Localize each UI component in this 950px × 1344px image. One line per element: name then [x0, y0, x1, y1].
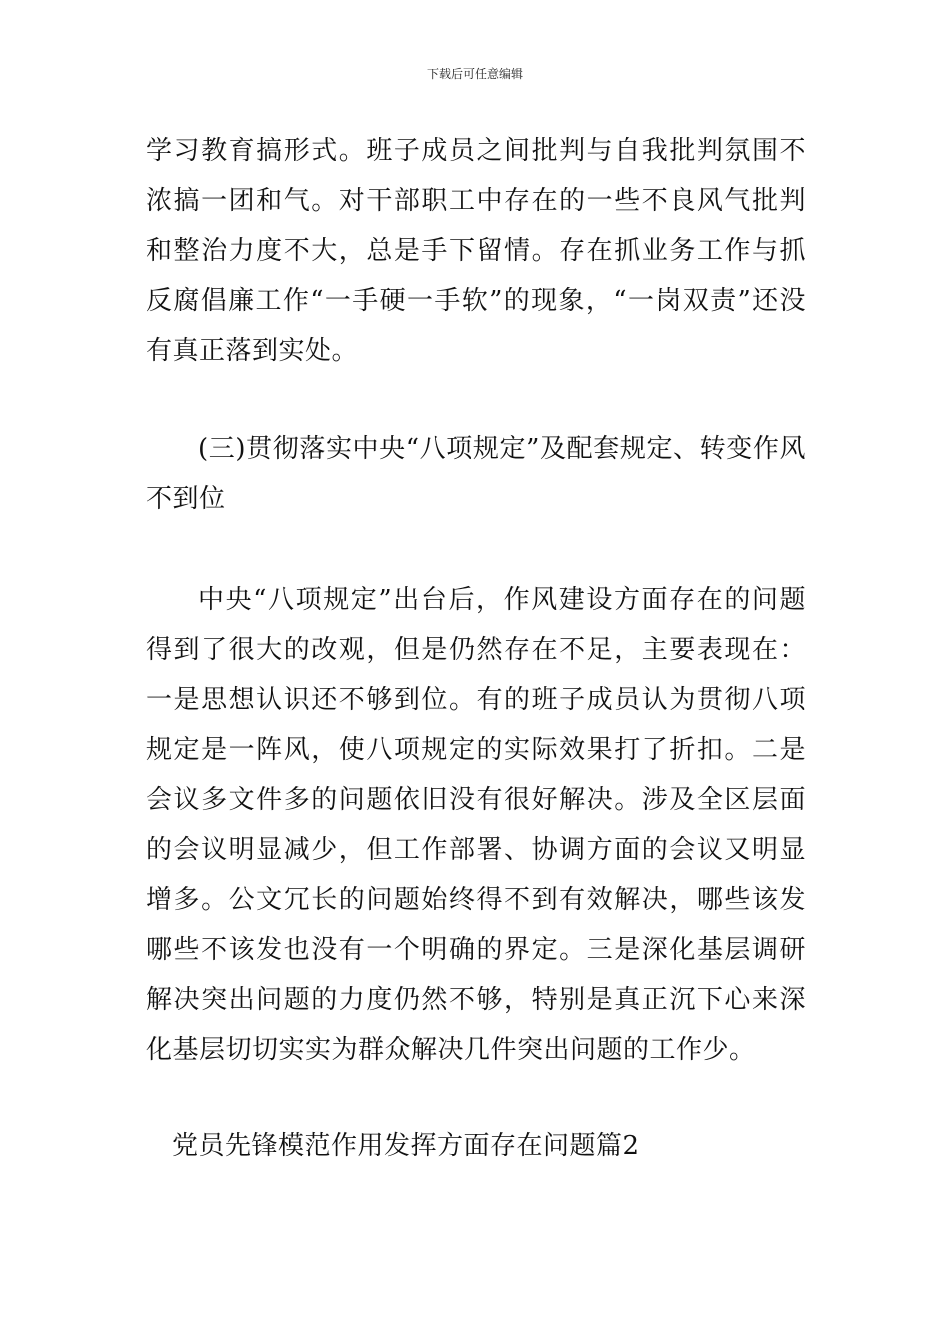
article-title-part-2: 党员先锋模范作用发挥方面存在问题篇2: [172, 1131, 640, 1161]
section-heading-three: (三)贯彻落实中央“八项规定”及配套规定、转变作风不到位: [146, 434, 806, 514]
paragraph-eight-rules: 中央“八项规定”出台后，作风建设方面存在的问题得到了很大的改观，但是仍然存在不足，主要表现在：一是思想认识还不够到位。有的班子成员认为贯彻八项规定是一阵风，使八项规定的实际效果打了折扣。二是会议多文件多的问题依旧没有很好解决。涉及全区层面的会议明显减少，但工作部署、协调方面的会议又明显增多。公文冗长的问题始终得不到有效解决，哪些该发哪些不该发也没有一个明确的界定。三是深化基层调研解决突出问题的力度仍然不够，特别是真正沉下心来深化基层切切实实为群众解决几件突出问题的工作少。: [146, 585, 806, 1065]
page-header: 下载后可任意编辑: [426, 67, 523, 81]
paragraph-continued: 学习教育搞形式。班子成员之间批判与自我批判氛围不浓搞一团和气。对干部职工中存在的一些不良风气批判和整治力度不大，总是手下留情。存在抓业务工作与抓反腐倡廉工作“一手硬一手软”的现象，“一岗双责”还没有真正落到实处。: [146, 136, 806, 366]
